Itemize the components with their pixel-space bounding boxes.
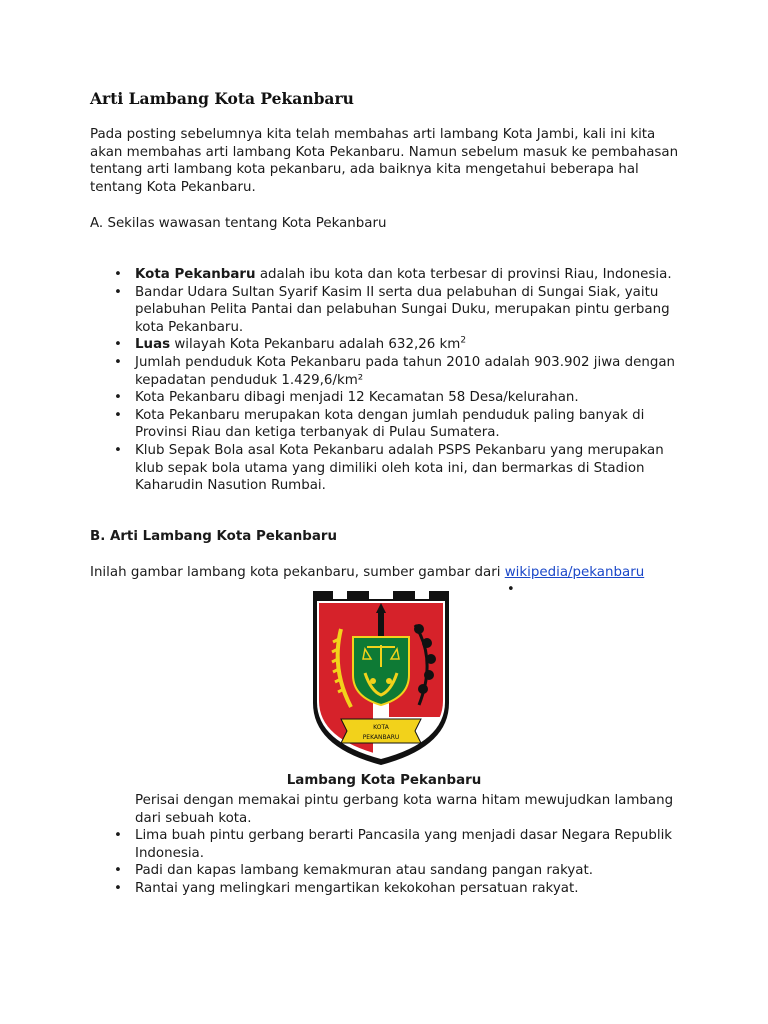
- item-text: Kota Pekanbaru merupakan kota dengan jumlah penduduk paling banyak di: [135, 407, 645, 423]
- superscript: 2: [460, 335, 467, 346]
- list-item: [90, 880, 690, 898]
- list-item: [90, 336, 690, 354]
- bullet-icon: •: [114, 267, 122, 282]
- page-title: Arti Lambang Kota Pekanbaru: [90, 89, 354, 108]
- item-text: Bandar Udara Sultan Syarif Kasim II serta dua pelabuhan di Sungai Siak, yaitu: [135, 284, 659, 300]
- list-item: [90, 442, 690, 495]
- bold-term: Luas: [135, 337, 171, 353]
- item-text: adalah ibu kota dan kota terbesar di provinsi Riau, Indonesia.: [255, 267, 672, 282]
- bullet-icon: •: [114, 880, 122, 896]
- banner-text: PEKANBARU: [362, 734, 400, 741]
- item-text: Kaharudin Nasution Rumbai.: [135, 478, 326, 494]
- item-text: Jumlah penduduk Kota Pekanbaru pada tahun 2010 adalah 903.902 jiwa dengan: [135, 354, 676, 370]
- emblem-caption: Lambang Kota Pekanbaru: [286, 773, 482, 788]
- list-item: [90, 266, 690, 284]
- source-text: Inilah gambar lambang kota pekanbaru, sumber gambar dari: [90, 565, 505, 580]
- list-item: [90, 792, 690, 827]
- lambang-kota-pekanbaru-emblem: [311, 589, 451, 767]
- item-text: Rantai yang melingkari mengartikan kekokohan persatuan rakyat.: [135, 880, 579, 896]
- source-paragraph: [90, 564, 690, 582]
- list-item: [90, 407, 690, 442]
- item-text: kota Pekanbaru.: [135, 319, 244, 335]
- bullet-icon: •: [114, 863, 122, 879]
- item-text: dari sebuah kota.: [135, 810, 252, 826]
- list-item: [90, 827, 690, 862]
- bullet-icon: •: [114, 828, 122, 844]
- intro-line: akan membahas arti lambang Kota Pekanbaru. Namun sebelum masuk ke pembahasan: [90, 144, 679, 160]
- bullet-icon: •: [114, 442, 122, 458]
- section-a-list: [90, 266, 690, 495]
- item-text: Provinsi Riau dan ketiga terbanyak di Pulau Sumatera.: [135, 425, 500, 441]
- intro-line: Pada posting sebelumnya kita telah membahas arti lambang Kota Jambi, kali ini kita: [90, 127, 656, 142]
- list-item: [90, 862, 690, 880]
- item-text: Indonesia.: [135, 845, 205, 861]
- wikipedia-link[interactable]: wikipedia/pekanbaru: [504, 565, 645, 580]
- item-text: Kota Pekanbaru dibagi menjadi 12 Kecamatan 58 Desa/kelurahan.: [135, 390, 579, 406]
- bullet-icon: •: [507, 582, 515, 597]
- list-item: [90, 284, 690, 337]
- list-item: [90, 389, 690, 407]
- banner-text: KOTA: [373, 724, 389, 731]
- bullet-icon: •: [114, 407, 122, 423]
- bullet-icon: •: [114, 354, 122, 370]
- section-a-heading: A. Sekilas wawasan tentang Kota Pekanbaru: [90, 216, 387, 231]
- item-text: Padi dan kapas lambang kemakmuran atau sandang pangan rakyat.: [135, 863, 593, 879]
- section-b-list: [90, 792, 690, 898]
- item-text: pelabuhan Pelita Pantai dan pelabuhan Sungai Duku, merupakan pintu gerbang: [135, 302, 670, 318]
- bold-term: Kota Pekanbaru: [135, 267, 256, 282]
- item-text: klub sepak bola utama yang dimiliki oleh kota ini, dan bermarkas di Stadion: [135, 460, 645, 476]
- bullet-icon: •: [114, 390, 122, 406]
- bullet-icon: •: [114, 337, 122, 353]
- item-text: kepadatan penduduk 1.429,6/km²: [135, 372, 364, 388]
- intro-line: tentang Kota Pekanbaru.: [90, 179, 256, 195]
- item-text: wilayah Kota Pekanbaru adalah 632,26 km: [170, 337, 461, 353]
- intro-paragraph: [90, 126, 690, 196]
- intro-line: tentang arti lambang kota pekanbaru, ada baiknya kita mengetahui beberapa hal: [90, 162, 639, 178]
- bullet-icon: •: [114, 284, 122, 300]
- item-text: Perisai dengan memakai pintu gerbang kota warna hitam mewujudkan lambang: [135, 793, 674, 808]
- section-b-heading: B. Arti Lambang Kota Pekanbaru: [90, 529, 338, 544]
- item-text: Lima buah pintu gerbang berarti Pancasila yang menjadi dasar Negara Republik: [135, 828, 673, 844]
- list-item: [90, 354, 690, 389]
- item-text: Klub Sepak Bola asal Kota Pekanbaru adalah PSPS Pekanbaru yang merupakan: [135, 442, 664, 458]
